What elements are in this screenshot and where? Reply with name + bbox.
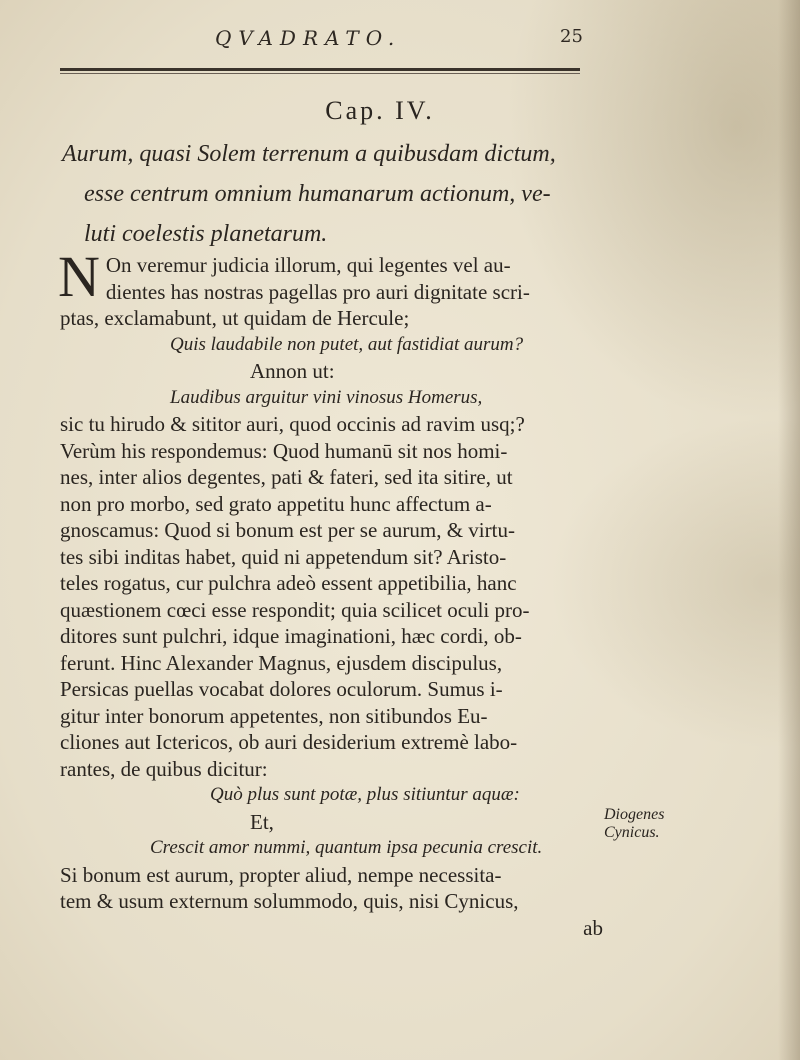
text-line: gitur inter bonorum appetentes, non sitibundos Eu- <box>60 703 488 728</box>
text-line: non pro morbo, sed grato appetitu hunc affectum a- <box>60 491 492 516</box>
verse-line: Quis laudabile non putet, aut fastidiat aurum? <box>170 333 524 355</box>
argument-line: esse centrum omnium humanarum actionum, ve- <box>84 181 551 207</box>
verse-line: Laudibus arguitur vini vinosus Homerus, <box>170 386 483 408</box>
running-head-title: QVADRATO. <box>215 26 402 50</box>
argument-line: luti coelestis planetarum. <box>84 221 328 247</box>
marginal-note <box>604 806 694 842</box>
marginal-note-line: Cynicus. <box>604 824 660 841</box>
text-line: ditores sunt pulchri, idque imaginationi, hæc cordi, ob- <box>60 624 522 648</box>
text-line: tem & usum externum solummodo, quis, nisi Cynicus, <box>60 889 519 913</box>
text-line: Persicas puellas vocabat dolores oculorum. Sumus i- <box>60 677 503 701</box>
text-line: teles rogatus, cur pulchra adeò essent appetibilia, hanc <box>60 571 517 595</box>
verse-line: Crescit amor nummi, quantum ipsa pecunia crescit. <box>150 837 543 858</box>
text-line: sic tu hirudo & sititor auri, quod occinis ad ravim usq;? <box>60 412 525 436</box>
text-line: Verùm his respondemus: Quod humanū sit nos homi- <box>60 438 508 463</box>
text-line: ferunt. Hinc Alexander Magnus, ejusdem discipulus, <box>60 650 503 675</box>
header-rule <box>60 68 580 71</box>
chapter-argument <box>62 134 622 254</box>
text-line: gnoscamus: Quod si bonum est per se aurum, & virtu- <box>60 518 515 542</box>
verse-line: Quò plus sunt potæ, plus sitiuntur aquæ: <box>210 784 520 805</box>
body-text <box>58 244 605 941</box>
drop-capital: N <box>58 244 100 309</box>
catchword: ab <box>583 915 603 940</box>
chapter-heading: Cap. IV. <box>325 96 435 125</box>
page-number: 25 <box>560 26 583 47</box>
text-line: Et, <box>250 809 274 834</box>
text-line: Si bonum est aurum, propter aliud, nempe necessita- <box>60 862 502 887</box>
text-line: quæstionem cœci esse respondit; quia scilicet oculi pro- <box>60 597 530 622</box>
page-edge-shadow <box>778 0 800 1060</box>
text-line: dientes has nostras pagellas pro auri dignitate scri- <box>105 279 530 304</box>
text-line: On veremur judicia illorum, qui legentes vel au- <box>105 253 511 277</box>
text-line: cliones aut Ictericos, ob auri desiderium extremè labo- <box>60 730 518 754</box>
marginal-note-line: Diogenes <box>604 806 665 823</box>
text-line: nes, inter alios degentes, pati & fateri, sed ita sitire, ut <box>60 465 513 489</box>
text-line: rantes, de quibus dicitur: <box>60 756 268 781</box>
argument-line: Aurum, quasi Solem terrenum a quibusdam dictum, <box>62 141 556 167</box>
header-rule-thin <box>60 73 580 74</box>
text-line: tes sibi inditas habet, quid ni appetendum sit? Aristo- <box>60 544 507 569</box>
text-line: Annon ut: <box>250 359 335 383</box>
text-line: ptas, exclamabunt, ut quidam de Hercule; <box>60 306 410 330</box>
